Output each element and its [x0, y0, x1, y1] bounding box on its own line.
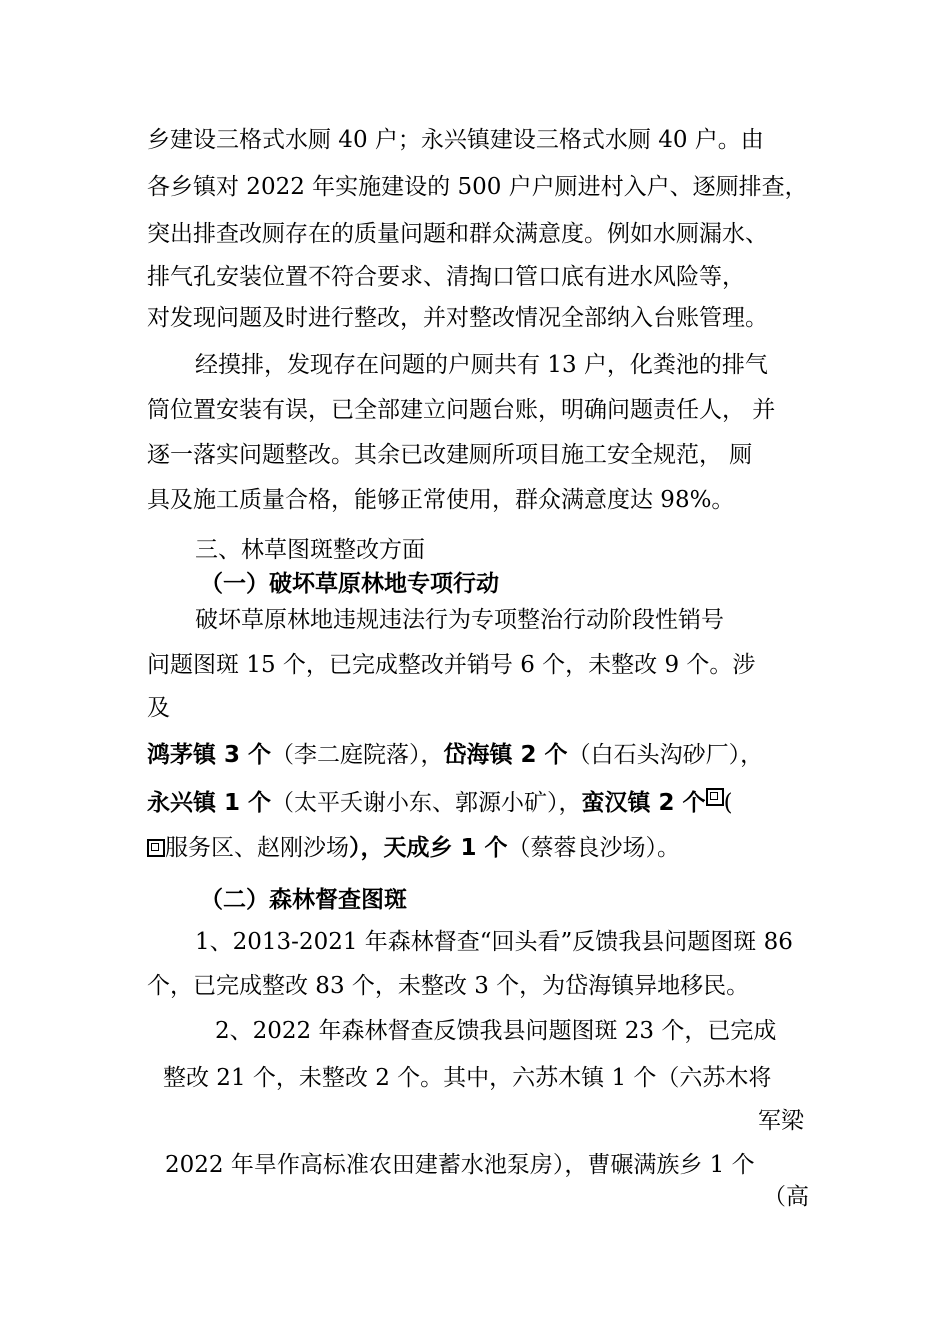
town-detail: （李二庭院落），: [271, 742, 444, 768]
section-heading: 三、林草图斑整改方面: [195, 537, 425, 563]
paragraph-line: 2022 年旱作高标准农田建蓄水池泵房），曹碾满族乡 1 个: [165, 1152, 755, 1178]
town-name: 蛮汉镇 2 个: [581, 790, 706, 816]
paragraph-line: 逐一落实问题整改。其余已改建厕所项目施工安全规范， 厕: [147, 442, 753, 468]
town-name: 天成乡 1 个: [383, 835, 508, 861]
paragraph-line: 2、2022 年森林督查反馈我县问题图斑 23 个，已完成: [215, 1018, 777, 1044]
paragraph-line: 各乡镇对 2022 年实施建设的 500 户户厕进村入户、逐厕排查，: [147, 174, 808, 200]
town-detail: 服务区、赵刚沙场: [165, 835, 349, 861]
towns-line: [147, 740, 763, 770]
towns-line: [147, 833, 680, 863]
missing-glyph-icon: [147, 839, 165, 857]
town-detail: (: [723, 790, 733, 816]
paragraph-line: 排气孔安装位置不符合要求、清掏口管口底有进水风险等，: [147, 264, 745, 290]
paragraph-line: 具及施工质量合格，能够正常使用，群众满意度达 98%。: [147, 487, 735, 513]
paragraph-line: 问题图斑 15 个，已完成整改并销号 6 个，未整改 9 个。涉: [147, 652, 756, 678]
missing-glyph-icon: [706, 788, 724, 806]
town-name: 鸿茅镇 3 个: [147, 742, 272, 768]
town-name: 永兴镇 1 个: [147, 790, 272, 816]
paragraph-line: （高: [763, 1184, 809, 1210]
paragraph-line: 突出排查改厕存在的质量问题和群众满意度。例如水厕漏水、: [147, 221, 768, 247]
subsection-heading: （一）破坏草原林地专项行动: [200, 571, 499, 597]
paragraph-line: 及: [147, 695, 170, 721]
town-detail: ），: [349, 835, 384, 861]
paragraph-line: 军梁: [758, 1108, 804, 1134]
towns-line: [147, 788, 733, 818]
town-detail: （蔡蓉良沙场）。: [507, 835, 681, 861]
paragraph-line: 破坏草原林地违规违法行为专项整治行动阶段性销号: [195, 607, 724, 633]
town-detail: （太平夭谢小东、郭源小矿），: [271, 790, 582, 816]
paragraph-line: 1、2013-2021 年森林督查“回头看”反馈我县问题图斑 86: [195, 929, 793, 955]
paragraph-line: 对发现问题及时进行整改，并对整改情况全部纳入台账管理。: [147, 305, 768, 331]
subsection-heading: （二）森林督查图斑: [200, 887, 407, 913]
paragraph-line: 筒位置安装有误，已全部建立问题台账，明确问题责任人， 并: [147, 397, 776, 423]
town-detail: （白石头沟砂厂），: [567, 742, 764, 768]
paragraph-line: 整改 21 个，未整改 2 个。其中，六苏木镇 1 个（六苏木将: [163, 1065, 772, 1091]
paragraph-line: 个，已完成整改 83 个，未整改 3 个，为岱海镇异地移民。: [147, 973, 750, 999]
paragraph-line: 乡建设三格式水厕 40 户；永兴镇建设三格式水厕 40 户。由: [147, 127, 764, 153]
paragraph-line: 经摸排，发现存在问题的户厕共有 13 户，化粪池的排气: [195, 352, 768, 378]
town-name: 岱海镇 2 个: [443, 742, 568, 768]
